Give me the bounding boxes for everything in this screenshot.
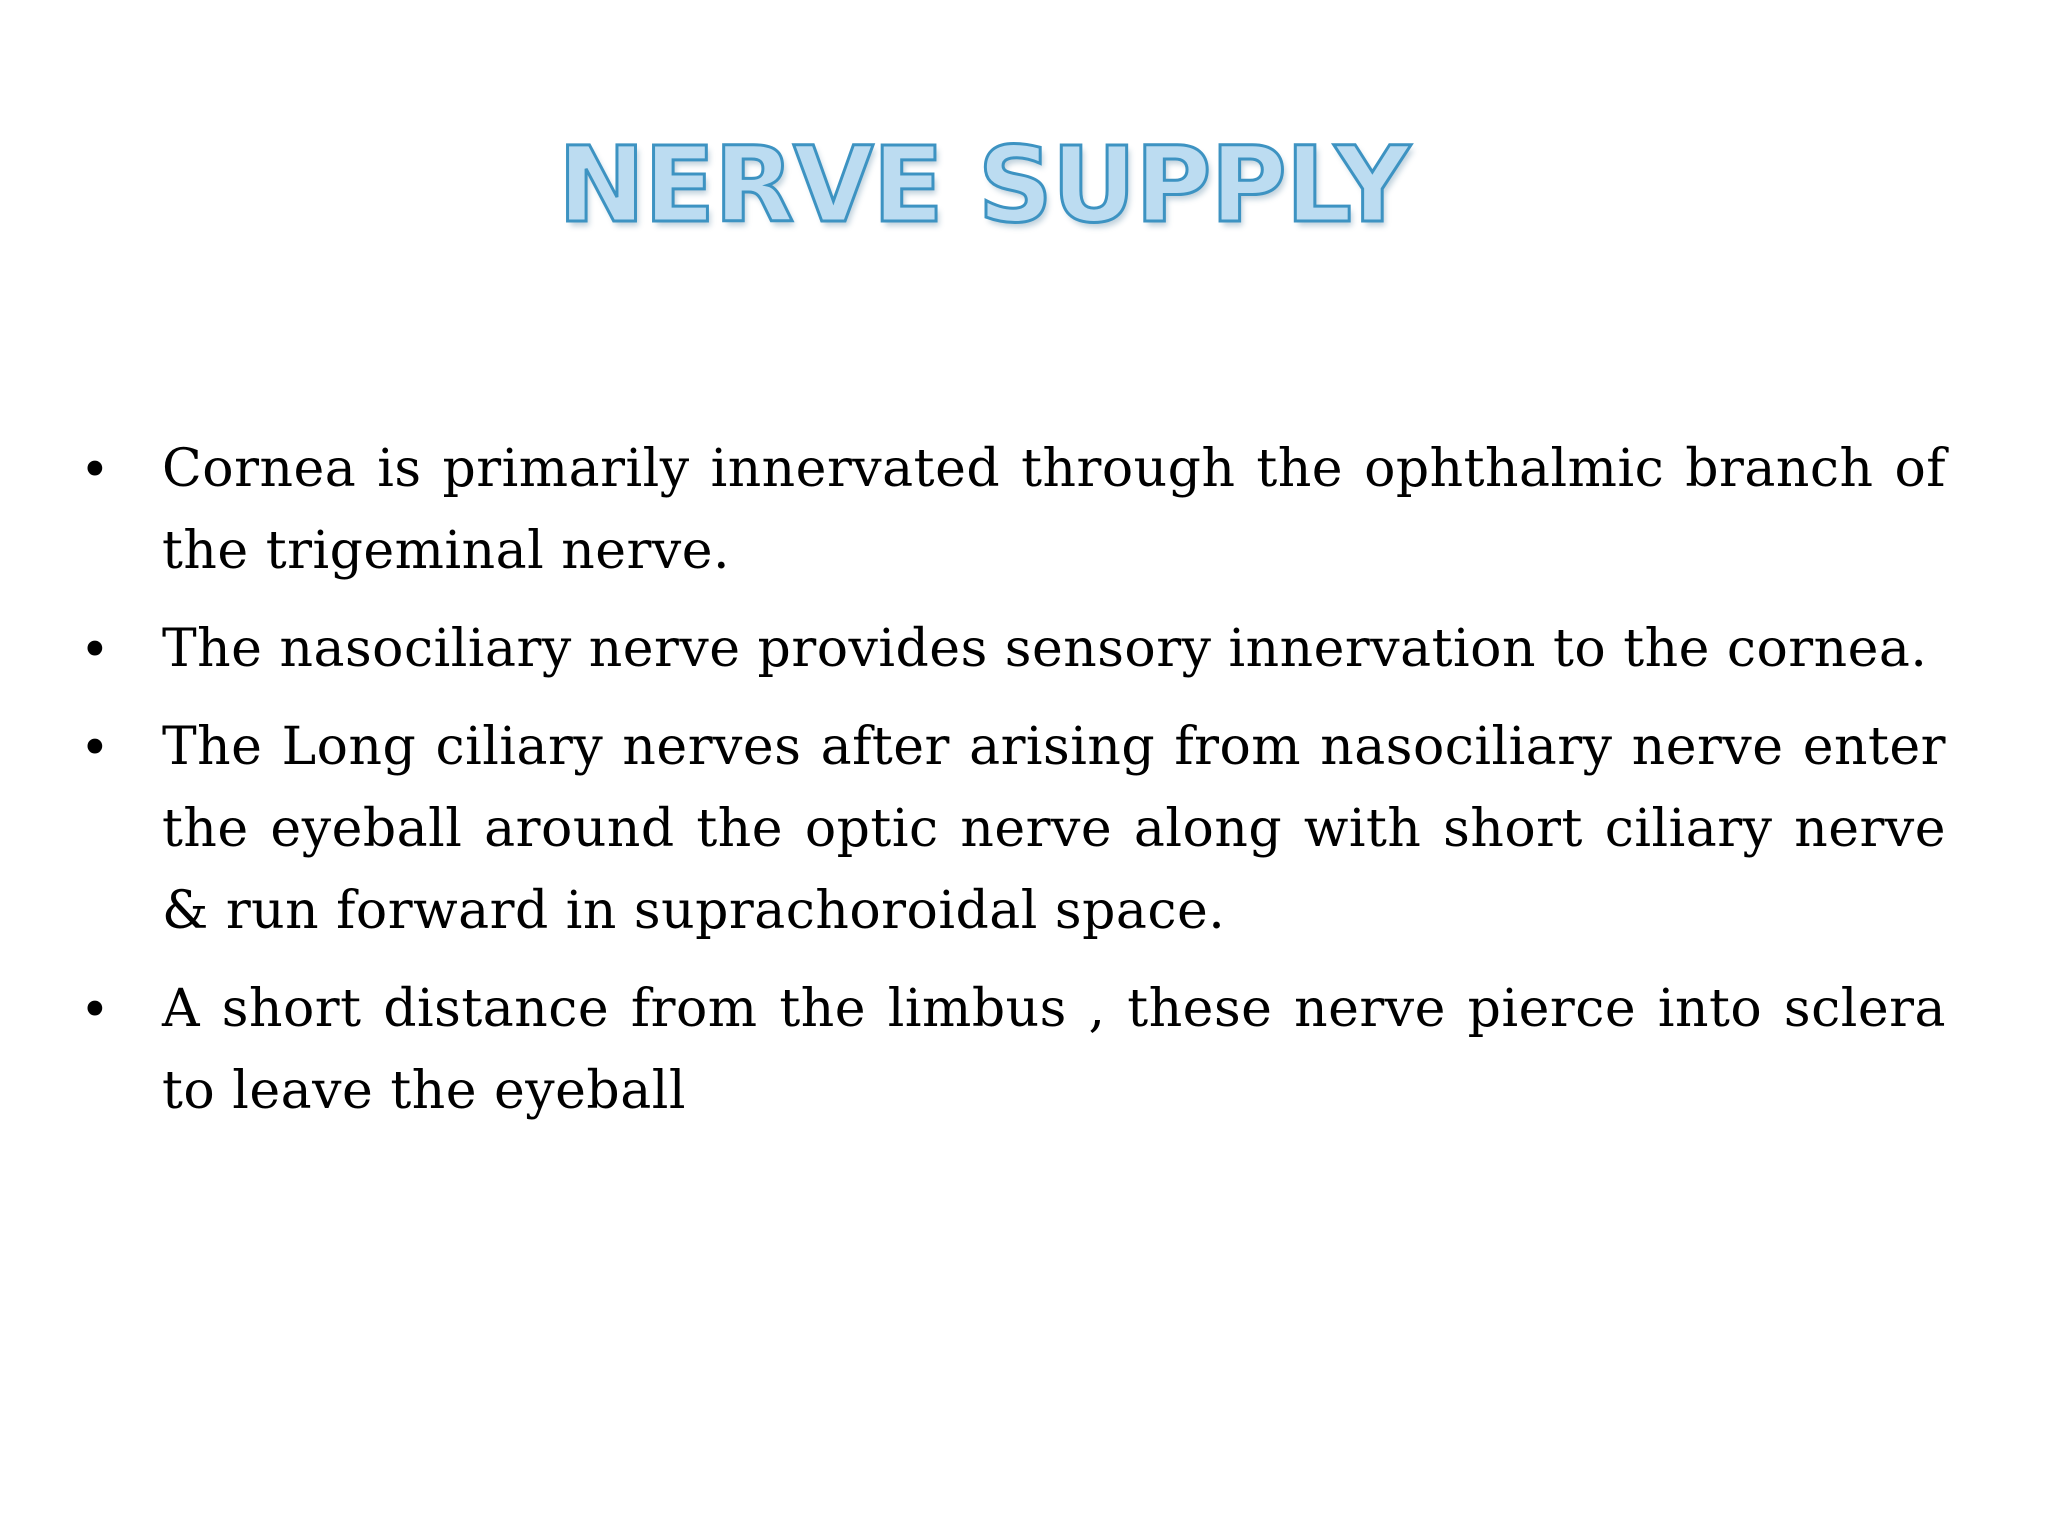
bullet-text: A short distance from the limbus , these nerve pierce into sclera to leave the eyeball (162, 979, 1946, 1121)
bullet-list (84, 428, 1946, 1148)
bullet-marker: • (84, 713, 106, 781)
bullet-marker: • (84, 975, 106, 1043)
bullet-marker: • (84, 435, 106, 503)
bullet-text: The Long ciliary nerves after arising from nasociliary nerve enter the eyeball around the optic nerve along with short ciliary nerve & run forward in suprachoroidal space. (162, 717, 1946, 941)
bullet-text: The nasociliary nerve provides sensory innervation to the cornea. (162, 619, 1928, 679)
bullet-marker: • (84, 615, 106, 683)
bullet-item (84, 706, 1946, 952)
slide-title: NERVE SUPPLY (558, 124, 1410, 246)
bullet-item (84, 968, 1946, 1132)
bullet-item (84, 608, 1946, 690)
bullet-item (84, 428, 1946, 592)
bullet-text: Cornea is primarily innervated through the ophthalmic branch of the trigeminal nerve. (162, 439, 1946, 581)
